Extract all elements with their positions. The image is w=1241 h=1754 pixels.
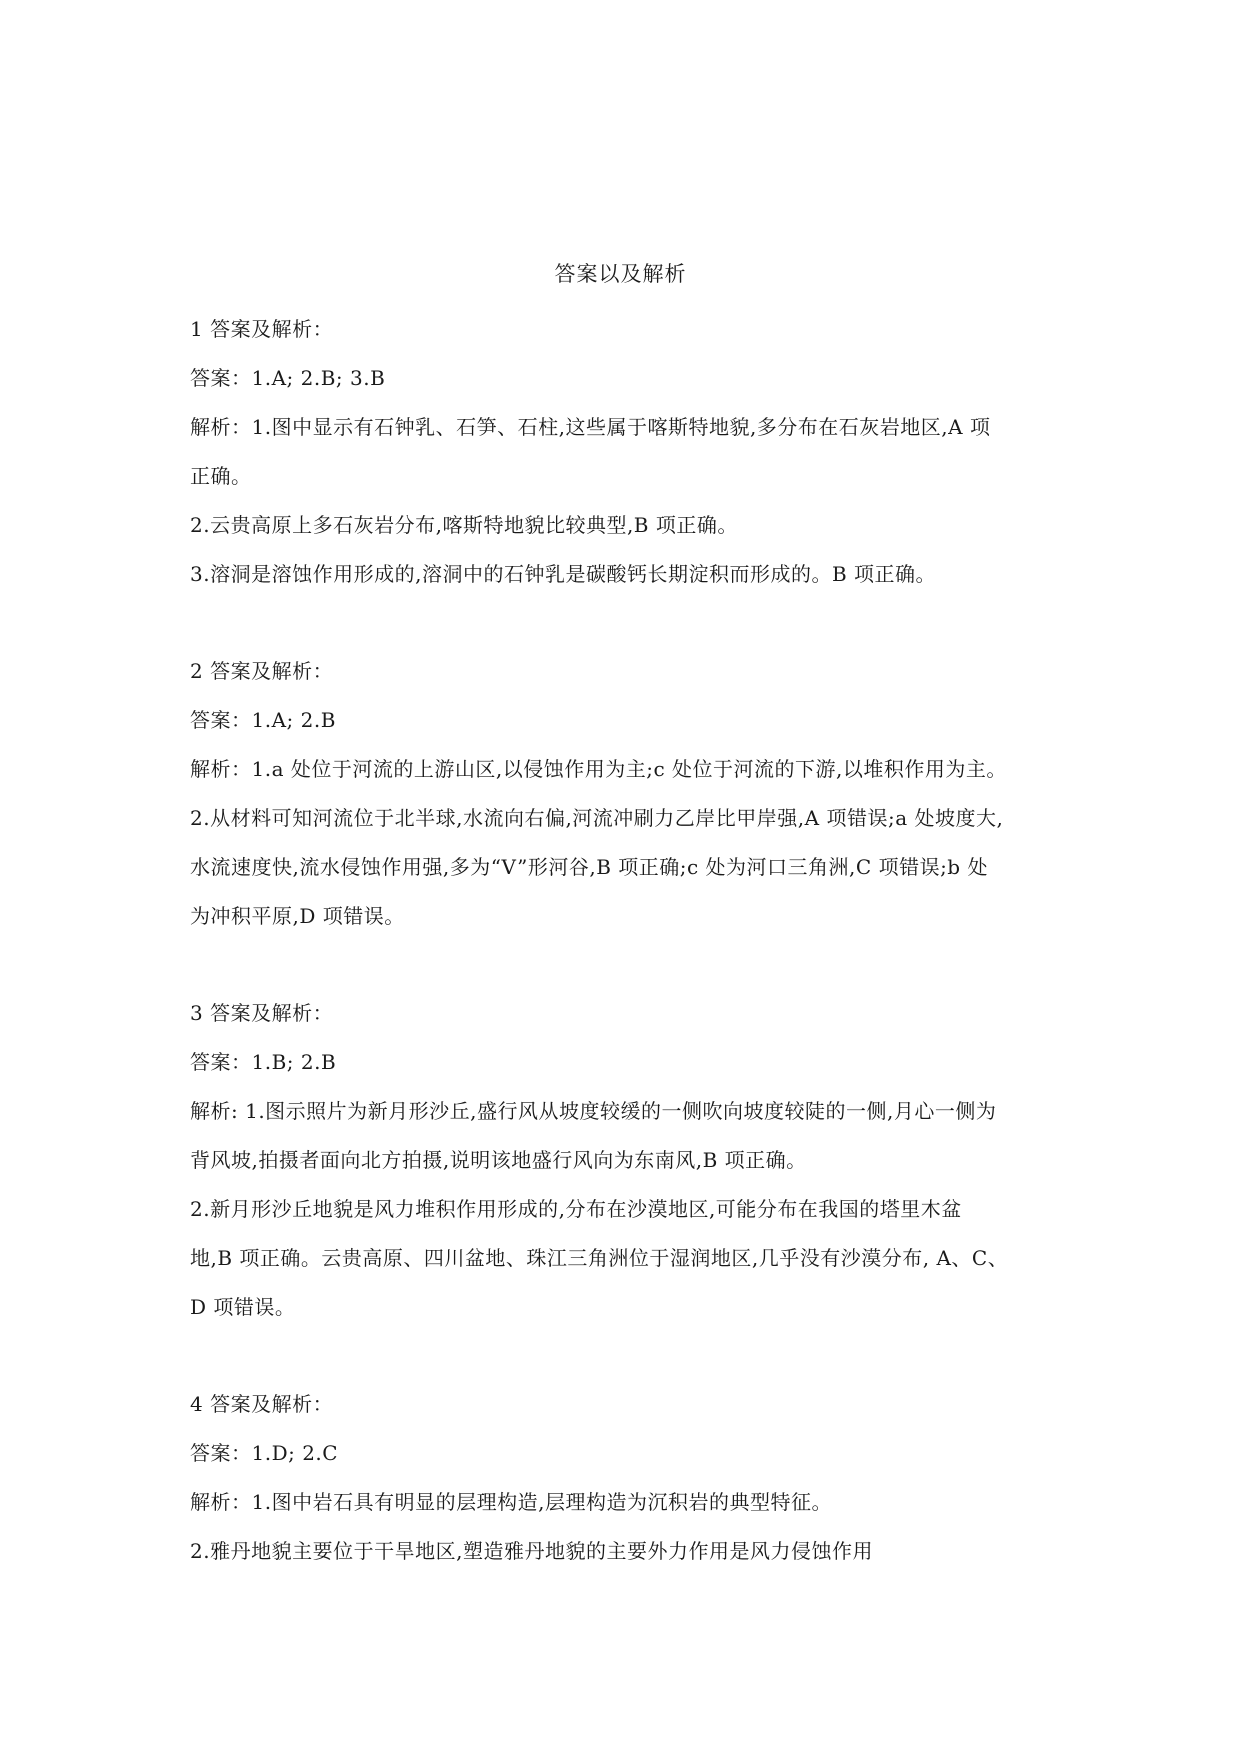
answer-section-1 bbox=[190, 305, 1070, 599]
analysis-line: 解析：1.图中岩石具有明显的层理构造,层理构造为沉积岩的典型特征。 bbox=[190, 1490, 832, 1514]
analysis-line: 2.从材料可知河流位于北半球,水流向右偏,河流冲刷力乙岸比甲岸强,A 项错误;a 处坡度大, bbox=[190, 806, 1004, 830]
analysis-line: 解析：1.a 处位于河流的上游山区,以侵蚀作用为主;c 处位于河流的下游,以堆积作用为主。 bbox=[190, 757, 1007, 781]
analysis-line: 正确。 bbox=[190, 464, 252, 488]
analysis-line: 水流速度快,流水侵蚀作用强,多为“V”形河谷,B 项正确;c 处为河口三角洲,C 项错误;b 处 bbox=[190, 855, 988, 879]
page-title: 答案以及解析 bbox=[554, 262, 687, 286]
answer-content bbox=[190, 305, 1070, 1576]
answer-line: 答案：1.A; 2.B bbox=[190, 708, 336, 732]
section-heading: 3 答案及解析： bbox=[190, 1001, 334, 1025]
analysis-line: 解析：1.图中显示有石钟乳、石笋、石柱,这些属于喀斯特地貌,多分布在石灰岩地区,A 项 bbox=[190, 415, 991, 439]
analysis-line: 2.新月形沙丘地貌是风力堆积作用形成的,分布在沙漠地区,可能分布在我国的塔里木盆 bbox=[190, 1197, 962, 1221]
answer-line: 答案：1.D; 2.C bbox=[190, 1441, 339, 1465]
section-heading: 4 答案及解析： bbox=[190, 1392, 334, 1416]
analysis-line: 3.溶洞是溶蚀作用形成的,溶洞中的石钟乳是碳酸钙长期淀积而形成的。B 项正确。 bbox=[190, 562, 936, 586]
section-heading: 1 答案及解析： bbox=[190, 317, 334, 341]
section-heading: 2 答案及解析： bbox=[190, 659, 334, 683]
analysis-line: 地,B 项正确。云贵高原、四川盆地、珠江三角洲位于湿润地区,几乎没有沙漠分布, A、C、 bbox=[190, 1246, 1009, 1270]
analysis-line: 2.云贵高原上多石灰岩分布,喀斯特地貌比较典型,B 项正确。 bbox=[190, 513, 738, 537]
answer-section-2 bbox=[190, 647, 1070, 941]
analysis-line: D 项错误。 bbox=[190, 1295, 296, 1319]
answer-line: 答案：1.A; 2.B; 3.B bbox=[190, 366, 386, 390]
analysis-line: 解析: 1.图示照片为新月形沙丘,盛行风从坡度较缓的一侧吹向坡度较陡的一侧,月心一侧为 bbox=[190, 1099, 997, 1123]
answer-section-3 bbox=[190, 989, 1070, 1332]
analysis-line: 背风坡,拍摄者面向北方拍摄,说明该地盛行风向为东南风,B 项正确。 bbox=[190, 1148, 807, 1172]
analysis-line: 为冲积平原,D 项错误。 bbox=[190, 904, 405, 928]
answer-line: 答案：1.B; 2.B bbox=[190, 1050, 337, 1074]
answer-section-4 bbox=[190, 1380, 1070, 1576]
analysis-line: 2.雅丹地貌主要位于干旱地区,塑造雅丹地貌的主要外力作用是风力侵蚀作用 bbox=[190, 1539, 873, 1563]
